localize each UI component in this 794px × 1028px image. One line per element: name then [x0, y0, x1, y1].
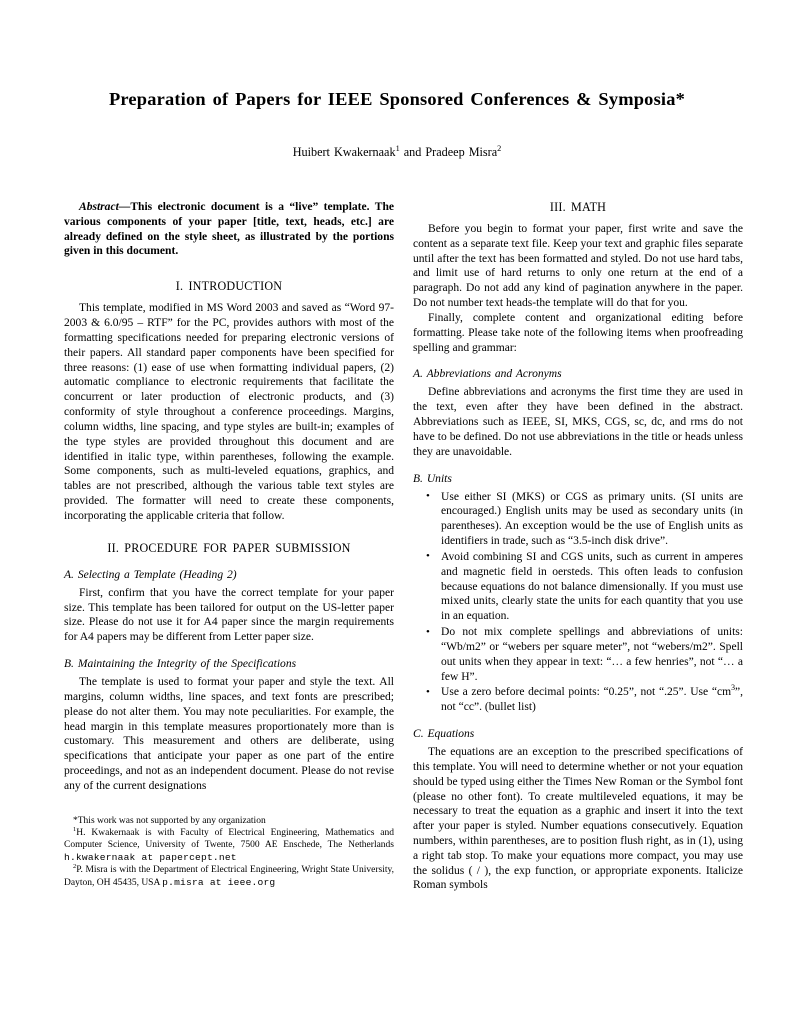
footnote-funding-text: This work was not supported by any organization — [77, 815, 266, 826]
footnote-marker-1: 1 — [73, 825, 77, 833]
abstract-paragraph — [64, 200, 394, 259]
subsection-heading-selecting-a-template: A. Selecting a Template (Heading 2) — [64, 568, 237, 581]
footnote-author-1 — [64, 825, 394, 865]
footnote-author-2 — [64, 862, 394, 890]
selecting-a-template-paragraph: First, confirm that you have the correct template for your paper size. This template has been tailored for output on the US-letter paper size. Please do not use it for A4 paper since the margin requirements for A4 papers may be different from Letter paper size. — [64, 586, 394, 644]
author-line — [64, 145, 730, 160]
maintaining-integrity-paragraph: The template is used to format your paper and style the text. All margins, column widths, line spaces, and text fonts are prescribed; please do not alter them. You may note peculiarities. For example, the head margin in this template measures proportionately more than is customary. This measurement and others are deliberate, using specifications that anticipate your paper as one part of the entire proceedings, and not as an independent document. Please do not revise any of the current designations — [64, 676, 394, 792]
author-conjunction: and — [399, 145, 426, 159]
subsection-heading-equations: C. Equations — [413, 728, 475, 741]
footnote-funding — [64, 816, 394, 828]
list-item: • Avoid combining SI and CGS units, such as current in amperes and magnetic field in oersteds. This often leads to confusion because equations do not balance dimensionally. If you must use mixed units, clearly state the units for each quantity that you use in an equation. — [413, 550, 743, 624]
abstract-label: Abstract— — [79, 201, 131, 213]
subsection-heading-abbreviations: A. Abbreviations and Acronyms — [413, 368, 562, 381]
equations-paragraph: The equations are an exception to the prescribed specifications of this template. You will need to determine whether or not your equation should be typed using either the Times New Roman or the Symbol font (please no other font). To create multileveled equations, it may be necessary to treat the equation as a graphic and insert it into the text after your paper is styled. Number equations consecutively. Equation numbers, within parentheses, are to position flush right, as in (1), using a right tab stop. To make your equations more compact, you may use the solidus ( / ), the exp function, or appropriate exponents. Italicize Roman symbols — [413, 746, 743, 892]
abstract-text: This electronic document is a “live” template. The various components of your paper [title, text, heads, etc.] are already defined on the style sheet, as illustrated by the portions given in this document. — [64, 201, 394, 258]
author-1-affiliation-marker: 1 — [395, 143, 400, 153]
section-heading-math: III. MATH — [549, 200, 607, 214]
section-heading-introduction: I. INTRODUCTION — [175, 279, 283, 294]
list-item — [413, 685, 743, 715]
author-1-name: Huibert Kwakernaak — [292, 145, 396, 159]
right-column — [413, 200, 743, 893]
section-heading-procedure: II. PROCEDURE FOR PAPER SUBMISSION — [107, 540, 351, 555]
bullet-4-superscript: 3 — [731, 683, 735, 693]
list-item: • Do not mix complete spellings and abbreviations of units: “Wb/m2” or “webers per square meter”, not “webers/m2”. Spell out units when they appear in text: “… a few henries”, not “… a few H”. — [413, 625, 743, 684]
abbreviations-paragraph: Define abbreviations and acronyms the first time they are used in the text, even after they have been defined in the abstract. Abbreviations such as IEEE, SI, MKS, CGS, sc, dc, and rms do not have to be defined. Do not use abbreviations in the title or heads unless they are unavoidable. — [413, 386, 743, 458]
author-2-affiliation-marker: 2 — [497, 143, 502, 153]
author-2-name: Pradeep Misra — [425, 145, 498, 159]
math-paragraph-1: Before you begin to format your paper, first write and save the content as a separate text file. Keep your text and graphic files separate until after the text has been formatted and styled. Do not use hard tabs, and limit use of hard returns to only one return at the end of a paragraph. Do not add any kind of pagination anywhere in the paper. Do not number text heads-the template will do that for you. — [413, 223, 743, 310]
bullet-4-pre-text: Use a zero before decimal points: “0.25”, not “.25”. Use “cm — [441, 686, 732, 699]
left-column — [64, 200, 394, 889]
math-paragraph-2: Finally, complete content and organizational editing before formatting. Please take note of the following items when proofreading spelling and grammar: — [413, 311, 743, 354]
footnote-author-1-text: H. Kwakernaak is with Faculty of Electrical Engineering, Mathematics and Computer Science, University of Twente, 7500 AE Enschede, The Netherlands — [64, 827, 394, 850]
two-column-body — [64, 200, 743, 893]
footnote-author-2-email[interactable]: p.misra at ieee.org — [162, 876, 276, 888]
footnote-author-2-text: P. Misra is with the Department of Electrical Engineering, Wright State University, Dayton, OH 45435, USA — [64, 864, 394, 888]
footnotes-block — [64, 812, 394, 890]
subsection-heading-units: B. Units — [413, 472, 452, 485]
subsection-heading-maintaining-integrity: B. Maintaining the Integrity of the Specifications — [64, 658, 297, 671]
page-title: Preparation of Papers for IEEE Sponsored Conferences & Symposia* — [108, 89, 686, 109]
units-bullet-list — [413, 490, 743, 715]
footnote-author-1-email[interactable]: h.kwakernaak at papercept.net — [64, 851, 237, 863]
bullet-4-post-text: ”, not “cc”. (bullet list) — [441, 686, 743, 714]
footnote-marker-2: 2 — [73, 862, 77, 870]
introduction-paragraph: This template, modified in MS Word 2003 and saved as “Word 97-2003 & 6.0/95 – RTF” for the PC, provides authors with most of the formatting specifications needed for preparing electronic versions of their papers. All standard paper components have been specified for three reasons: (1) ease of use when formatting individual papers, (2) automatic compliance to electronic requirements that facilitate the concurrent or later production of electronic products, and (3) conformity of style throughout a conference proceedings. Margins, column widths, line spacing, and type styles are built-in; examples of the type styles are provided throughout this document and are identified in italic type, within parentheses, following the example. Some components, such as multi-leveled equations, graphics, and tables are not prescribed, although the various table text styles are provided. The formatter will need to create these components, incorporating the applicable criteria that follow. — [64, 302, 394, 522]
list-item: • Use either SI (MKS) or CGS as primary units. (SI units are encouraged.) English units may be used as secondary units (in parentheses). An exception would be the use of English units as identifiers in trade, such as “3.5-inch disk drive”. — [413, 490, 743, 549]
footnote-marker-asterisk: * — [73, 815, 78, 826]
